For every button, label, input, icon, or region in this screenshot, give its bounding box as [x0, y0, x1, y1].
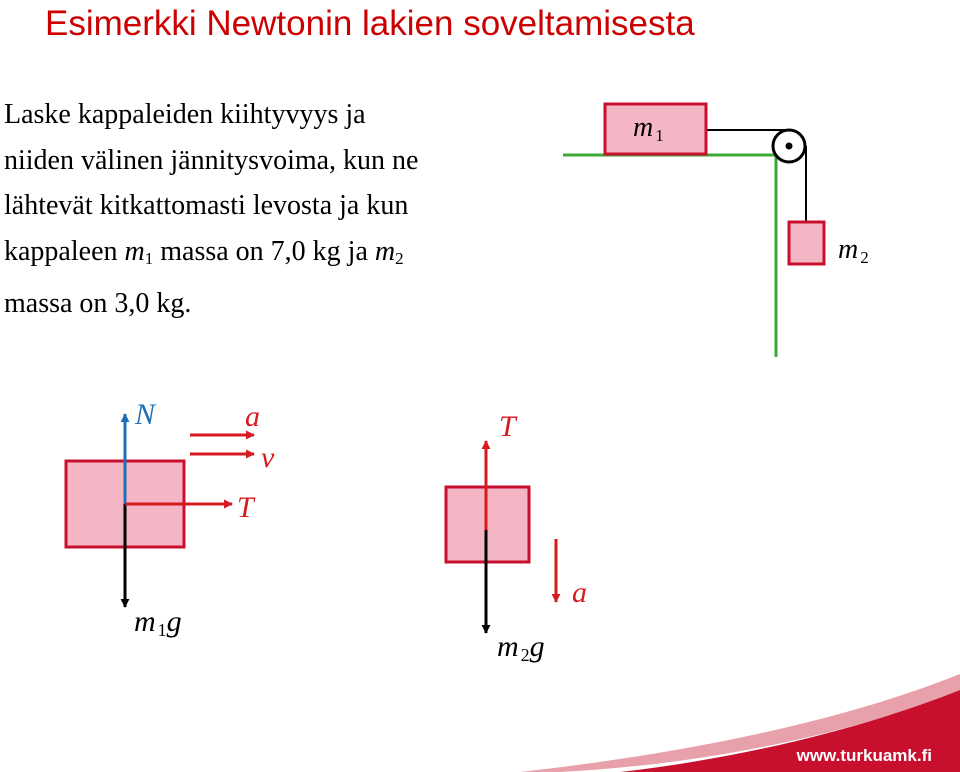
- problem-line-5: massa on 3,0 kg.: [4, 288, 192, 319]
- free-body-diagram-m2: [446, 410, 587, 665]
- tension-m1-label: T: [237, 491, 254, 524]
- tension-m2-label: T: [499, 410, 516, 443]
- slide-title: Esimerkki Newtonin lakien soveltamisesta: [45, 4, 695, 43]
- subscript-2: 2: [395, 248, 404, 268]
- acceleration-m1-label: a: [245, 400, 260, 433]
- block-m1-label: m 1: [633, 112, 664, 145]
- pulley-axle: [786, 143, 793, 150]
- problem-line-3: lähtevät kitkattomasti levosta ja kun: [4, 190, 409, 221]
- problem-line-2: niiden välinen jännitysvoima, kun ne: [4, 144, 419, 176]
- problem-text: massa on 7,0 kg ja: [153, 235, 375, 267]
- weight-m2-label: m 2g: [497, 630, 545, 665]
- block-m2: [789, 222, 824, 264]
- problem-line-1: Laske kappaleiden kiihtyvyys ja: [4, 99, 366, 130]
- pulley-setup: [563, 104, 869, 357]
- acceleration-m2-label: a: [572, 576, 587, 609]
- block-m2-label: m 2: [838, 234, 869, 267]
- weight-m1-label: m 1g: [134, 605, 182, 640]
- problem-text: kappaleen: [4, 235, 125, 267]
- velocity-m1-label: v: [261, 441, 275, 474]
- subscript-1: 1: [144, 248, 154, 268]
- normal-force-label: N: [135, 398, 156, 431]
- mass-symbol-m2: m: [374, 235, 396, 267]
- mass-symbol-m1: m: [124, 235, 145, 267]
- free-body-diagram-m1: [66, 398, 275, 640]
- footer-url: www.turkuamk.fi: [796, 746, 932, 765]
